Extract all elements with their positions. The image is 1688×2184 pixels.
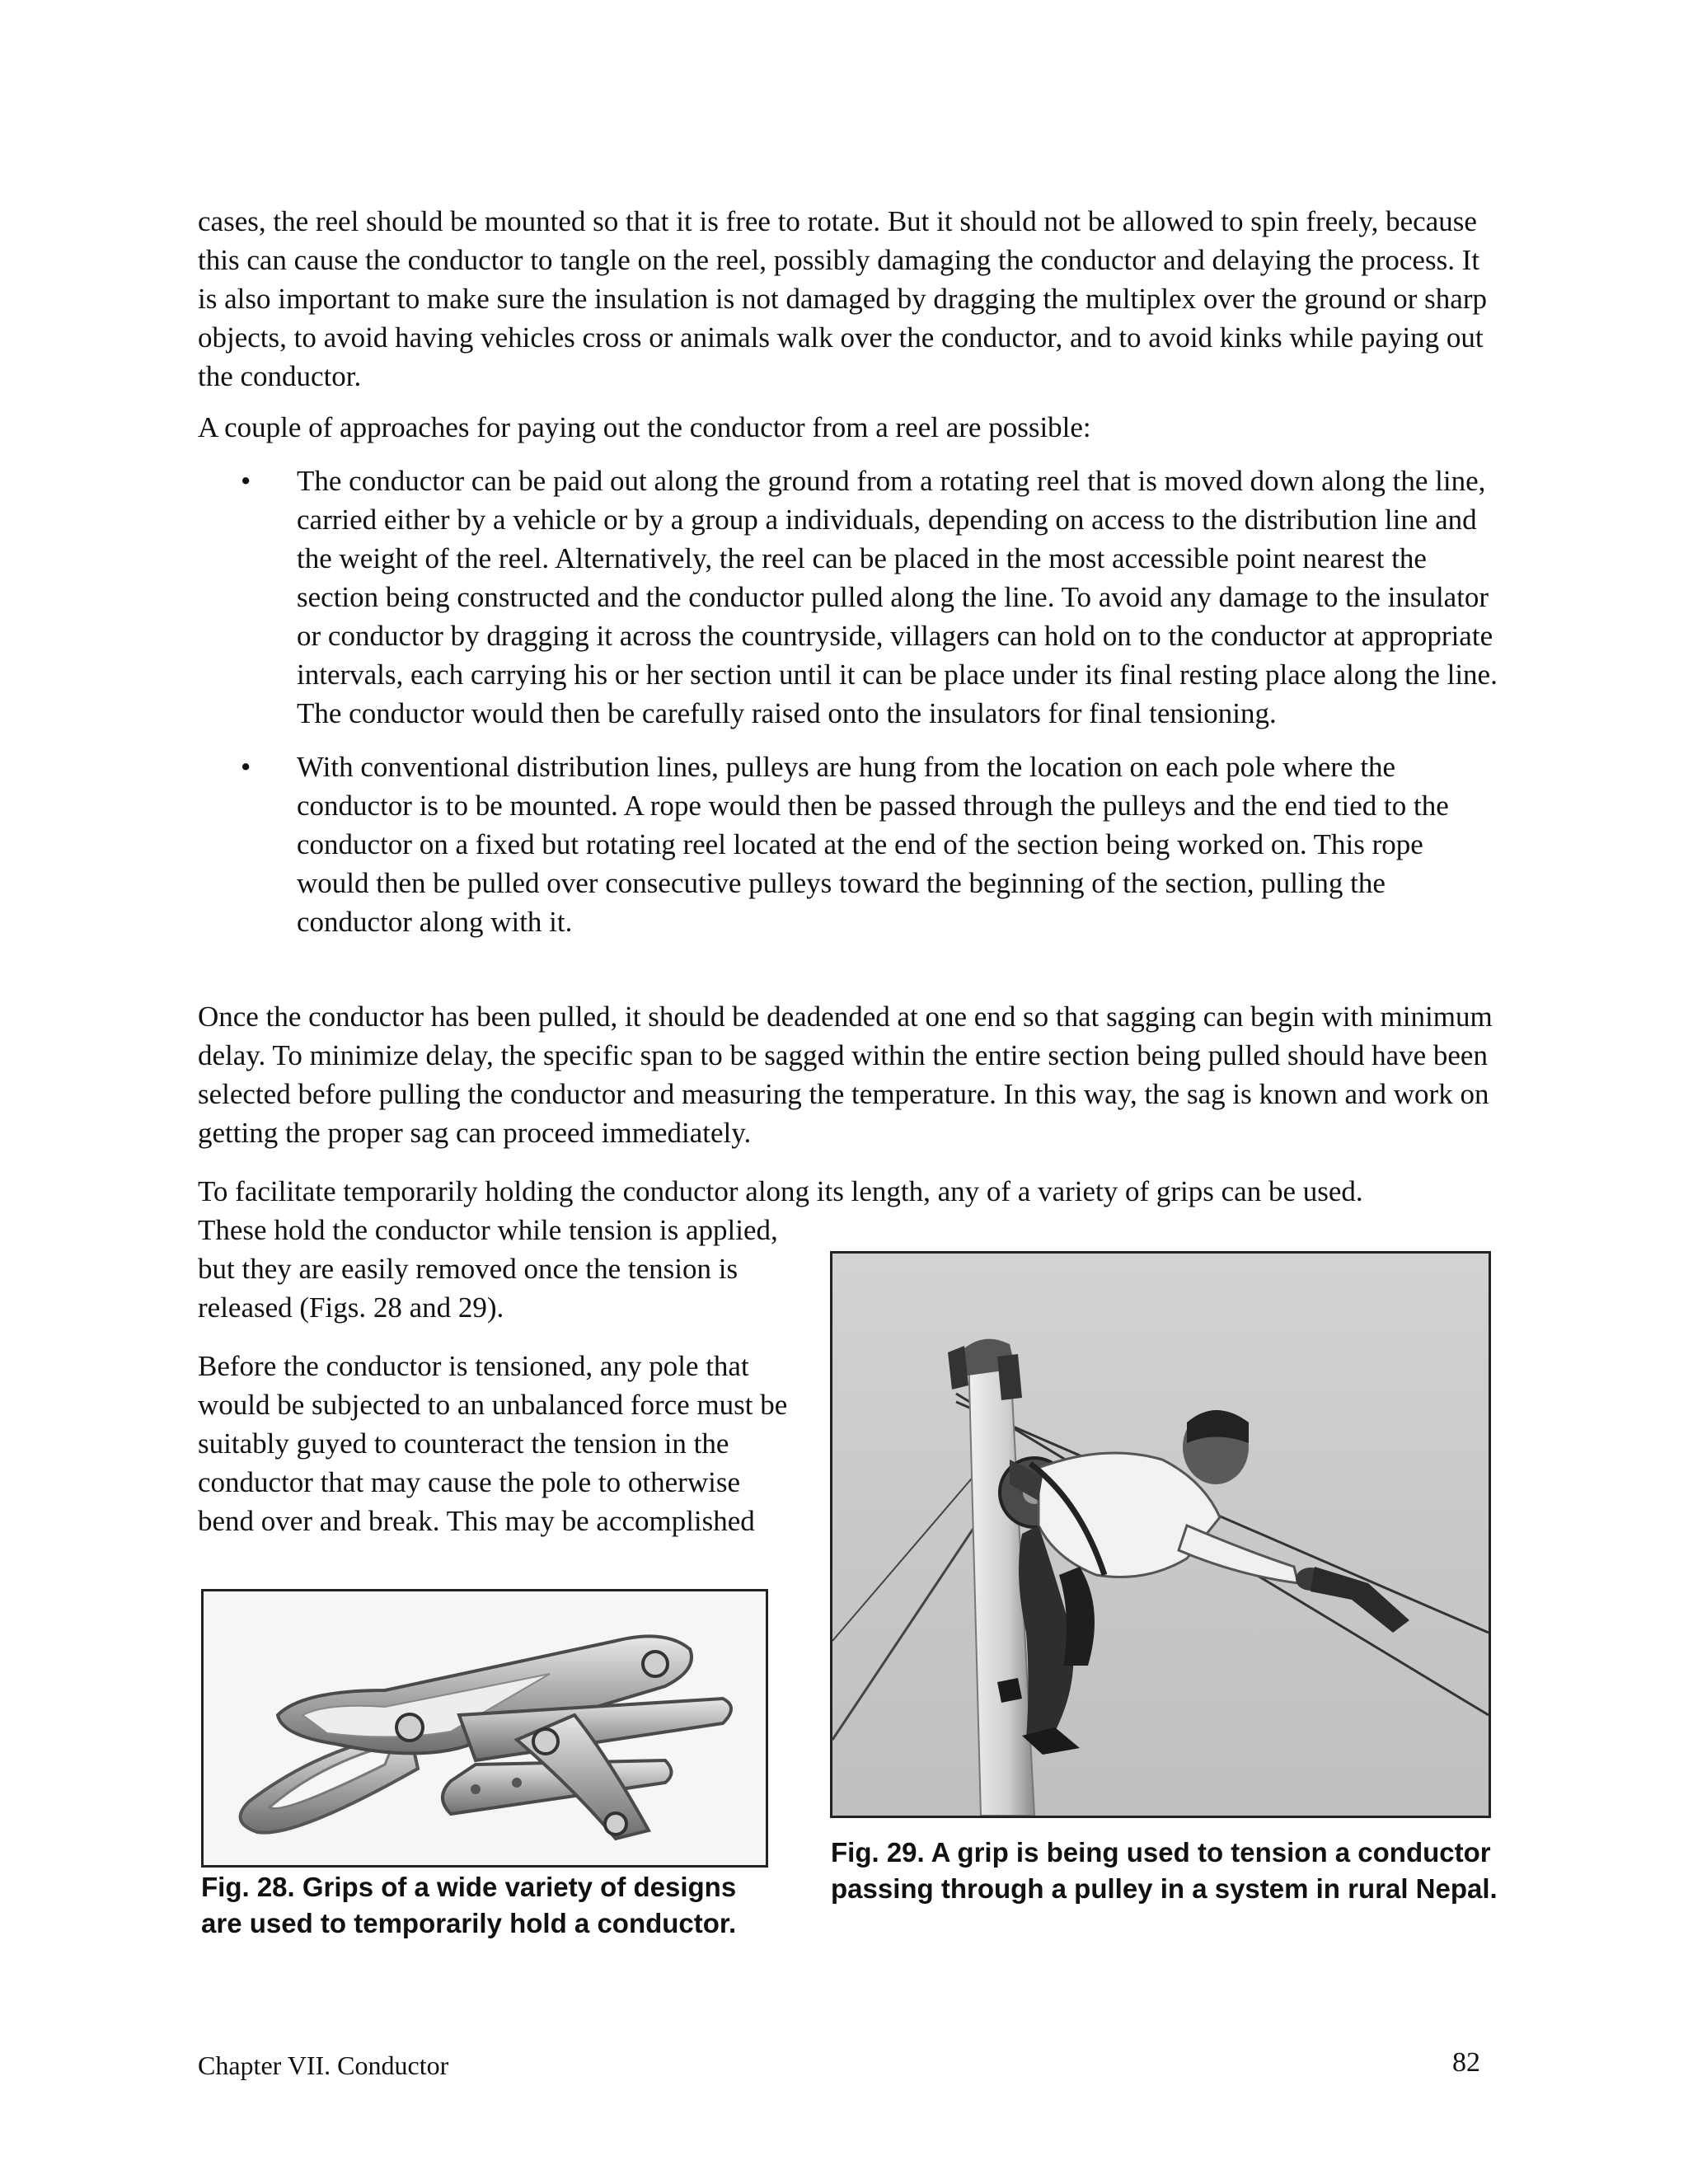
- figure-28-caption: Fig. 28. Grips of a wide variety of designs are used to temporarily hold a conductor.: [201, 1872, 737, 1938]
- paragraph-guying: Before the conductor is tensioned, any pole that would be subjected to an unbalanced force must be suitably guyed to counteract the tension in the conductor that may cause the pole to otherwise bend over and break. This may be accomplished: [198, 1350, 788, 1537]
- bullet-marker: •: [241, 465, 251, 497]
- bullet-marker: •: [241, 751, 251, 783]
- footer-chapter-title: Chapter VII. Conductor: [198, 2050, 449, 2080]
- footer-page-number: 82: [1452, 2047, 1480, 2078]
- paragraph-grips-detail: These hold the conductor while tension is applied, but they are easily removed once the tension is released (Figs. 28 and 29).: [198, 1214, 778, 1324]
- figure-29-lineman-photo: [830, 1251, 1491, 1818]
- approaches-list: [198, 462, 1500, 956]
- figure-28-grip-image: [201, 1589, 768, 1868]
- paragraph-grips-intro: To facilitate temporarily holding the conductor along its length, any of a variety of grips can be used.: [198, 1175, 1363, 1207]
- lineman-on-pole-illustration: [832, 1254, 1489, 1816]
- paragraph-reel-mounting: cases, the reel should be mounted so that it is free to rotate. But it should not be allowed to spin freely, because this can cause the conductor to tangle on the reel, possibly damaging the conductor and delaying the process. It is also important to make sure the insulation is not damaged by dragging the multiplex over the ground or sharp objects, to avoid having vehicles cross or animals walk over the conductor, and to avoid kinks while paying out the conductor.: [198, 205, 1487, 392]
- grip-tool-illustration: [204, 1591, 766, 1865]
- figure-29-caption: Fig. 29. A grip is being used to tension a conductor passing through a pulley in a system in rural Nepal.: [831, 1837, 1498, 1904]
- list-item-text: With conventional distribution lines, pulleys are hung from the location on each pole where the conductor is to be mounted. A rope would then be passed through the pulleys and the end tied to the conductor on a fixed but rotating reel located at the end of the section being worked on. This rope would then be pulled over consecutive pulleys toward the beginning of the section, pulling the conductor along with it.: [297, 751, 1449, 938]
- paragraph-deadending: Once the conductor has been pulled, it should be deadended at one end so that sagging can begin with minimum delay. To minimize delay, the specific span to be sagged within the entire section being pulled should have been selected before pulling the conductor and measuring the temperature. In this way, the sag is known and work on getting the proper sag can proceed immediately.: [198, 1001, 1493, 1149]
- list-item-text: The conductor can be paid out along the ground from a rotating reel that is moved down along the line, carried either by a vehicle or by a group a individuals, depending on access to the distribution line and the weight of the reel. Alternatively, the reel can be placed in the most accessible point nearest the section being constructed and the conductor pulled along the line. To avoid any damage to the insulator or conductor by dragging it across the countryside, villagers can hold on to the conductor at appropriate intervals, each carrying his or her section until it can be place under its final resting place along the line. The conductor would then be carefully raised onto the insulators for final tensioning.: [297, 465, 1498, 729]
- list-item: [198, 748, 1500, 941]
- paragraph-approaches-intro: A couple of approaches for paying out the conductor from a reel are possible:: [198, 411, 1091, 443]
- list-item: [198, 462, 1500, 733]
